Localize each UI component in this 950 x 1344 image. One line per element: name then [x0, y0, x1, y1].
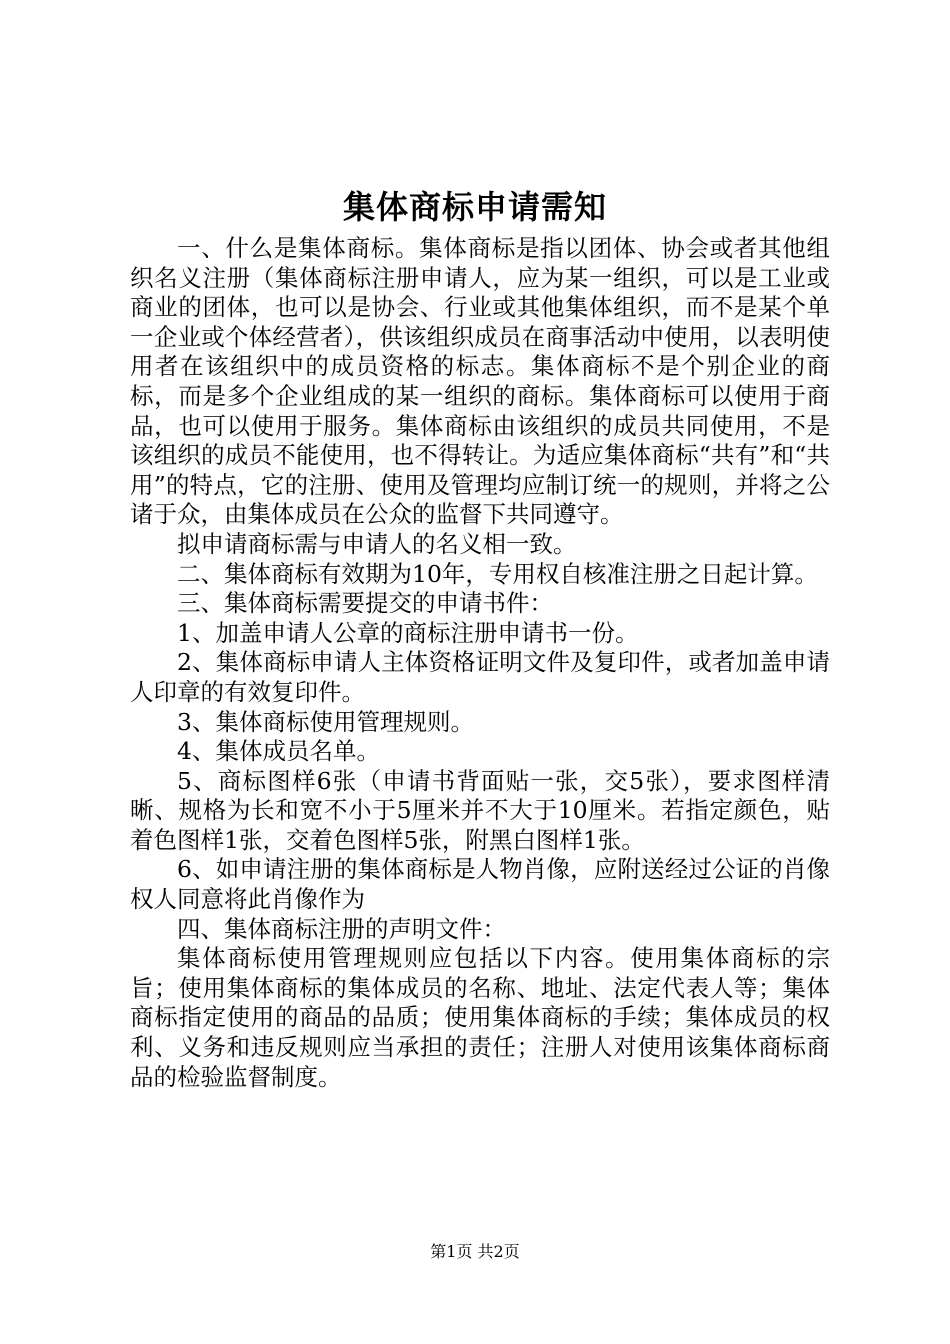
- paragraph-management-rules: 集体商标使用管理规则应包括以下内容。使用集体商标的宗旨；使用集体商标的集体成员的名称、地址、法定代表人等；集体商标指定使用的商品的品质；使用集体商标的手续；集体成员的权利、义务和违反规则应当承担的责任；注册人对使用该集体商标商品的检验监督制度。: [130, 944, 830, 1091]
- list-item: 2、集体商标申请人主体资格证明文件及复印件，或者加盖申请人印章的有效复印件。: [130, 648, 830, 706]
- paragraph-name-consistency: 拟申请商标需与申请人的名义相一致。: [177, 529, 577, 558]
- list-item: 3、集体商标使用管理规则。: [177, 707, 474, 736]
- list-item: 4、集体成员名单。: [177, 737, 380, 766]
- page-footer: 第1页 共2页: [430, 1242, 520, 1261]
- paragraph-validity-period: 二、集体商标有效期为10年，专用权自核准注册之日起计算。: [177, 559, 818, 588]
- paragraph-declaration-heading: 四、集体商标注册的声明文件：: [177, 914, 506, 943]
- page-title: 集体商标申请需知: [342, 188, 607, 226]
- list-item: 5、商标图样6张（申请书背面贴一张，交5张），要求图样清晰、规格为长和宽不小于5厘米并不大于10厘米。若指定颜色，贴着色图样1张，交着色图样5张，附黑白图样1张。: [130, 766, 830, 854]
- list-item: 6、如申请注册的集体商标是人物肖像，应附送经过公证的肖像权人同意将此肖像作为: [130, 855, 830, 914]
- paragraph-definition: 一、什么是集体商标。集体商标是指以团体、协会或者其他组织名义注册（集体商标注册申请人，应为某一组织，可以是工业或商业的团体，也可以是协会、行业或其他集体组织，而不是某个单一企业或个体经营者），供该组织成员在商事活动中使用，以表明使用者在该组织中的成员资格的标志。集体商标不是个别企业的商标，而是多个企业组成的某一组织的商标。集体商标可以使用于商品，也可以使用于服务。集体商标由该组织的成员共同使用，不是该组织的成员不能使用，也不得转让。为适应集体商标“共有”和“共用”的特点，它的注册、使用及管理均应制订统一的规则，并将之公诸于众，由集体成员在公众的监督下共同遵守。: [130, 234, 830, 529]
- document-body: [130, 234, 830, 1092]
- paragraph-required-documents-heading: 三、集体商标需要提交的申请书件：: [177, 589, 553, 618]
- list-item: 1、加盖申请人公章的商标注册申请书一份。: [177, 618, 639, 647]
